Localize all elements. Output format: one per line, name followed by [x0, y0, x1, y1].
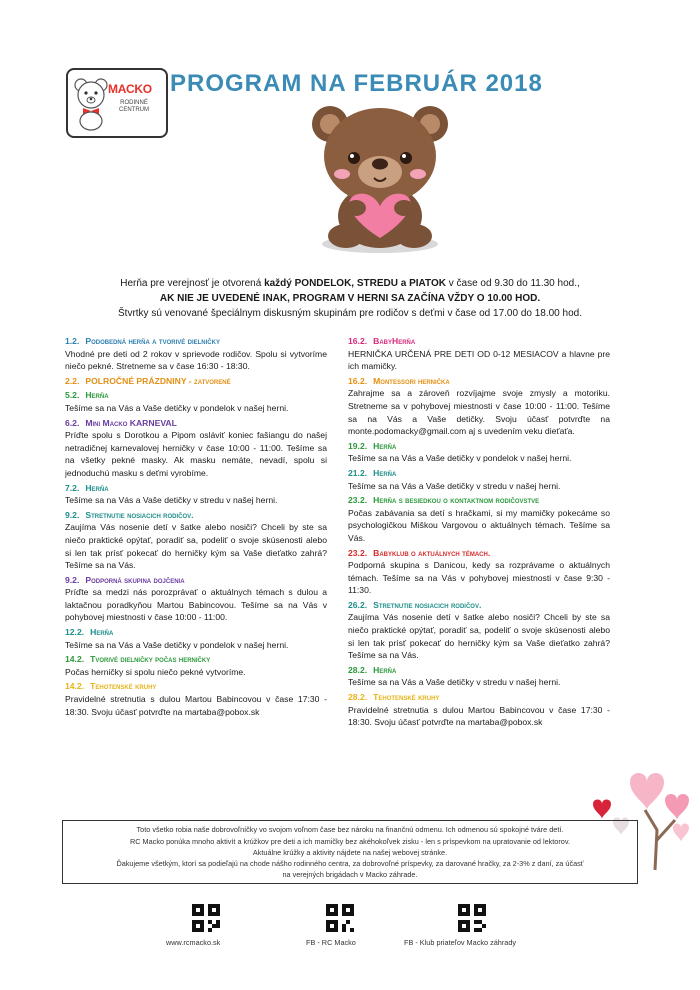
qr-code-icon[interactable] [458, 904, 486, 932]
event-heading [65, 680, 327, 693]
intro-line-1: Herňa pre verejnosť je otvorená každý PONDELOK, STREDU a PIATOK v čase od 9.30 do 11.30 hod., [120, 278, 580, 289]
event-heading [348, 547, 610, 560]
event-description: Zaujíma Vás nosenie detí v šatke alebo nosiči? Chceli by ste sa niečo praktické opýtať, poradiť sa, podeliť o svoje skúsenosti alebo si len tak prísť pokecať do herničky kým sa Vaše dieťatko zahrá? Tešíme sa na Vás. [348, 612, 610, 661]
logo-brand: MACKO [108, 82, 152, 96]
qr-label-facebook-club[interactable]: FB - Klub priateľov Macko záhrady [404, 938, 517, 947]
event-item [65, 417, 327, 480]
event-title: Herňa [373, 664, 397, 675]
event-description: Tešíme sa na Vás a Vaše detičky v pondelok v našej herni. [65, 402, 289, 413]
event-item [348, 664, 610, 689]
event-heading [65, 653, 327, 666]
event-heading [65, 335, 327, 348]
event-date: 14.2. [65, 681, 85, 692]
event-date: 14.2. [65, 654, 85, 665]
rc-macko-logo [66, 68, 168, 138]
logo-subtitle: RODINNÉ CENTRUM [119, 100, 149, 113]
event-date: 9.2. [65, 574, 80, 585]
event-date: 16.2. [348, 336, 368, 346]
event-heading [348, 691, 610, 704]
event-heading [348, 375, 610, 388]
event-description: Tešíme sa na Vás a Vaše detičky v stredu v našej herni. [65, 495, 278, 506]
right-events-column [348, 335, 610, 731]
event-item [65, 335, 327, 373]
event-heading [348, 440, 610, 453]
bear-logo-icon [71, 75, 111, 131]
event-item [65, 482, 327, 507]
event-date: 16.2. [348, 375, 368, 386]
event-title: Herňa [85, 390, 109, 401]
event-title: Herňa [90, 627, 114, 638]
event-heading [65, 626, 327, 639]
event-date: 28.2. [348, 664, 368, 675]
qr-code-icon[interactable] [326, 904, 354, 932]
event-item [348, 494, 610, 544]
event-title: Stretnutie nosiacich rodičov. [85, 509, 194, 520]
event-description: Tešíme sa na Vás a Vaše detičky v stredu v našej herni. [348, 677, 561, 688]
event-item [65, 509, 327, 572]
event-title: Tehotenské kruhy [373, 692, 440, 703]
event-description: HERNIČKA URČENÁ PRE DETI OD 0-12 MESIACOV a hlavne pre ich mamičky. [348, 348, 610, 372]
event-description: Pravidelné stretnutia s dulou Martou Babincovou v čase 17:30 - 18:30. Svoju účasť potvrďte na martaba@pobox.sk [65, 694, 327, 717]
qr-label-facebook[interactable]: FB - RC Macko [306, 938, 356, 947]
page-title: PROGRAM NA FEBRUÁR 2018 [170, 70, 543, 97]
event-title: Herňa [85, 482, 109, 493]
event-description: Príďte sa medzi nás porozprávať o aktuálnych témach s dulou a laktačnou poradkyňou Martou Babincovou. Tešíme sa na Vás v pohybovej miestnosti v čase 10:00 - 11:00. [65, 587, 327, 623]
event-heading [348, 599, 610, 612]
event-date: 12.2. [65, 627, 85, 638]
footer-line: Aktuálne krúžky a aktivity nájdete na našej webovej stránke. [252, 848, 448, 857]
footer-note [62, 820, 638, 884]
event-description: Vhodné pre deti od 2 rokov v sprievode rodičov. Spolu si vytvoríme niečo pekné. Stretneme sa v čase 16:30 - 18:30. [65, 348, 327, 372]
event-date: 21.2. [348, 467, 368, 478]
event-heading [348, 335, 610, 348]
footer-line: Toto všetko robia naše dobrovoľníčky vo svojom voľnom čase bez nároku na finančnú odmenu. Ich odmenou sú spokojné tváre detí. [136, 825, 564, 834]
event-heading [348, 467, 610, 480]
event-description: Zahrajme sa a zároveň rozvíjajme svoje zmysly a motoriku. Stretneme sa v pohybovej miestnosti v čase 10:00 - 11:00. Tešíme sa na Vás a Vaše detičky. Svoju účasť potvrďte na monte.podomacky@gmail.com aj s uvedením veku dieťaťa. [348, 388, 610, 437]
event-heading [65, 509, 327, 522]
event-title: Podobedná herňa a tvorivé dielničky [85, 336, 220, 346]
event-title: POLROČNÉ PRÁZDNINY - zatvorené [85, 375, 231, 386]
event-item [65, 574, 327, 624]
event-description: Počas herničky si spolu niečo pekné vytvoríme. [65, 666, 246, 677]
event-item [65, 389, 327, 414]
event-item [348, 440, 610, 465]
event-date: 5.2. [65, 390, 80, 401]
event-date: 26.2. [348, 599, 368, 610]
event-description: Tešíme sa na Vás a Vaše detičky v pondelok v našej herni. [348, 453, 572, 464]
event-title: Podporná skupina dojčenia [85, 574, 185, 585]
footer-line: Ďakujeme všetkým, ktorí sa podieľajú na chode nášho rodinného centra, za dobrovoľné príspevky, za darované hračky, za 2-3% z daní, za účasť [116, 859, 584, 868]
event-title: Babyklub o aktuálnych témach. [373, 547, 491, 558]
event-description: Počas zabávania sa detí s hračkami, si my mamičky pokecáme so psychologičkou Miškou Vargovou o aktuálnych témach. Tešíme sa Vás. [348, 507, 610, 543]
event-title: Tvorivé dielničky počas herničky [90, 654, 211, 665]
event-title: Mini Macko KARNEVAL [85, 417, 177, 428]
intro-block [50, 276, 650, 321]
event-date: 28.2. [348, 692, 368, 703]
event-title: Stretnutie nosiacich rodičov. [373, 599, 482, 610]
event-title: Herňa s besiedkou o kontaktnom rodičovstve [373, 495, 540, 506]
event-date: 23.2. [348, 547, 368, 558]
event-item [348, 691, 610, 729]
event-date: 19.2. [348, 440, 368, 451]
event-description: Tešíme sa na Vás a Vaše detičky v pondelok v našej herni. [65, 639, 289, 650]
event-description: Podporná skupina s Danicou, kedy sa rozprávame o aktuálnych témach. Tešíme sa na Vás v pohybovej miestnosti v čase 9:30 - 11:30. [348, 560, 610, 596]
intro-line-2: AK NIE JE UVEDENÉ INAK, PROGRAM V HERNI SA ZAČÍNA VŽDY O 10.00 HOD. [159, 293, 541, 304]
event-title: Tehotenské kruhy [90, 681, 157, 692]
intro-line-3: Štvrtky sú venované špeciálnym diskusným skupinám pre rodičov s deťmi v čase od 17.00 do 18.00 hod. [118, 308, 582, 319]
qr-code-icon[interactable] [192, 904, 220, 932]
footer-line: RC Macko ponúka mnoho aktivít a krúžkov pre deti a ich mamičky bez akéhokoľvek zisku - len s príspevkom na upratovanie od lektorov. [129, 837, 570, 846]
event-item [348, 547, 610, 597]
event-heading [65, 375, 327, 388]
event-item [65, 680, 327, 718]
event-heading [65, 482, 327, 495]
event-date: 6.2. [65, 417, 80, 428]
event-item [65, 626, 327, 651]
event-title: Montessori hernička [373, 375, 450, 386]
event-title: Herňa [373, 467, 397, 478]
event-date: 9.2. [65, 509, 80, 520]
event-item [348, 375, 610, 438]
event-title: BabyHerňa [373, 336, 416, 346]
event-heading [65, 389, 327, 402]
event-description: Príďte spolu s Dorotkou a Pipom osláviť koniec fašiangu do našej netradičnej karnevalovej herničky v čase 10:00 - 11:00. Tešíme sa na všetky pekné masky. Ak masku nemáte, nevadí, spolu si jednoduchú masku s deťmi vyrobíme. [65, 430, 327, 478]
event-date: 7.2. [65, 482, 80, 493]
event-heading [65, 417, 327, 430]
event-heading [348, 494, 610, 507]
left-events-column [65, 335, 327, 720]
event-date: 2.2. [65, 375, 80, 386]
event-heading [65, 574, 327, 587]
event-item [65, 375, 327, 388]
event-date: 1.2. [65, 336, 80, 346]
qr-label-website[interactable]: www.rcmacko.sk [166, 938, 221, 947]
event-title: Herňa [373, 440, 397, 451]
event-description: Zaujíma Vás nosenie detí v šatke alebo nosiči? Chceli by ste sa niečo praktické opýtať, poradiť sa, podeliť o svoje skúsenosti alebo si len tak prísť pokecať do herničky kým sa Vaše dieťatko zahrá? Tešíme sa na Vás. [65, 522, 327, 571]
event-item [65, 653, 327, 678]
event-description: Pravidelné stretnutia s dulou Martou Babincovou v čase 17:30 - 18:30. Svoju účasť potvrďte na martaba@pobox.sk [348, 704, 610, 728]
event-description: Tešíme sa na Vás a Vaše detičky v stredu v našej herni. [348, 480, 561, 491]
footer-line: na verejných brigádach v Macko záhrade. [282, 870, 418, 879]
event-item [348, 335, 610, 373]
event-item [348, 467, 610, 492]
event-date: 23.2. [348, 495, 368, 506]
teddy-bear-heart-icon [308, 98, 452, 258]
event-heading [348, 664, 610, 677]
event-item [348, 599, 610, 662]
